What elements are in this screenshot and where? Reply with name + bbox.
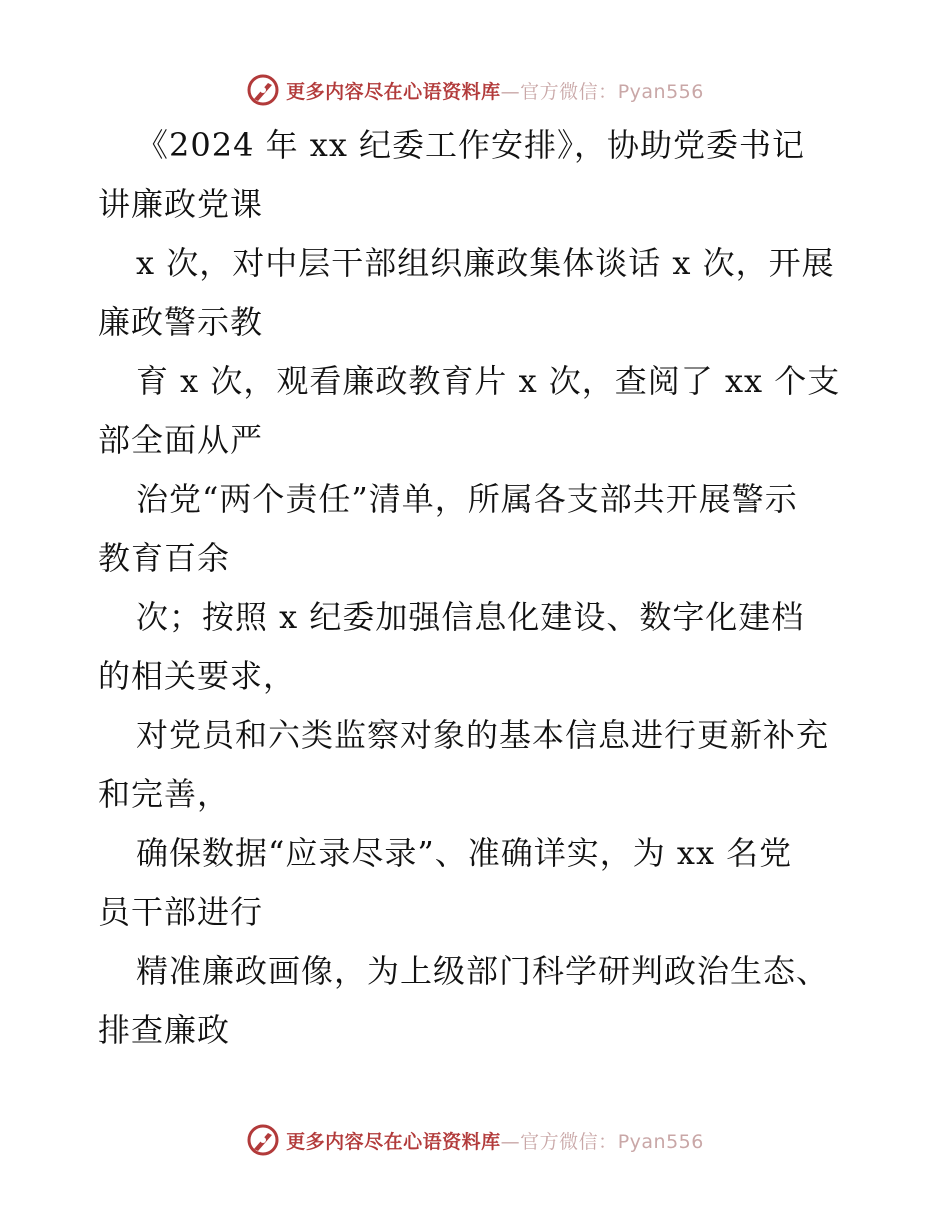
body-line: 次；按照 x 纪委加强信息化建设、数字化建档 [136, 598, 805, 636]
quill-logo-icon [246, 1123, 280, 1157]
body-line: 排查廉政 [98, 1011, 231, 1049]
watermark-text: 更多内容尽在心语资料库—官方微信：Pyan556 [286, 80, 704, 103]
body-line: 教育百余 [98, 539, 231, 577]
body-line: 确保数据“应录尽录”、准确详实，为 xx 名党 [136, 834, 793, 872]
quill-logo-icon [246, 73, 280, 107]
body-line: 员干部进行 [98, 893, 264, 931]
body-line: 的相关要求， [98, 657, 297, 695]
body-line: 对党员和六类监察对象的基本信息进行更新补充 [136, 716, 830, 754]
header-watermark [0, 70, 950, 110]
watermark-text: 更多内容尽在心语资料库—官方微信：Pyan556 [286, 1130, 704, 1153]
body-line: x 次，对中层干部组织廉政集体谈话 x 次，开展 [136, 244, 835, 282]
body-line: 育 x 次，观看廉政教育片 x 次，查阅了 xx 个支 [136, 362, 841, 400]
body-line: 讲廉政党课 [98, 185, 264, 223]
body-line: 精准廉政画像，为上级部门科学研判政治生态、 [136, 952, 830, 990]
body-line: 部全面从严 [98, 421, 264, 459]
body-line: 和完善， [98, 775, 231, 813]
footer-watermark [0, 1120, 950, 1160]
body-line: 廉政警示教 [98, 303, 264, 341]
body-line: 《2024 年 xx 纪委工作安排》，协助党委书记 [136, 126, 806, 164]
body-line: 治党“两个责任”清单，所属各支部共开展警示 [136, 480, 798, 518]
